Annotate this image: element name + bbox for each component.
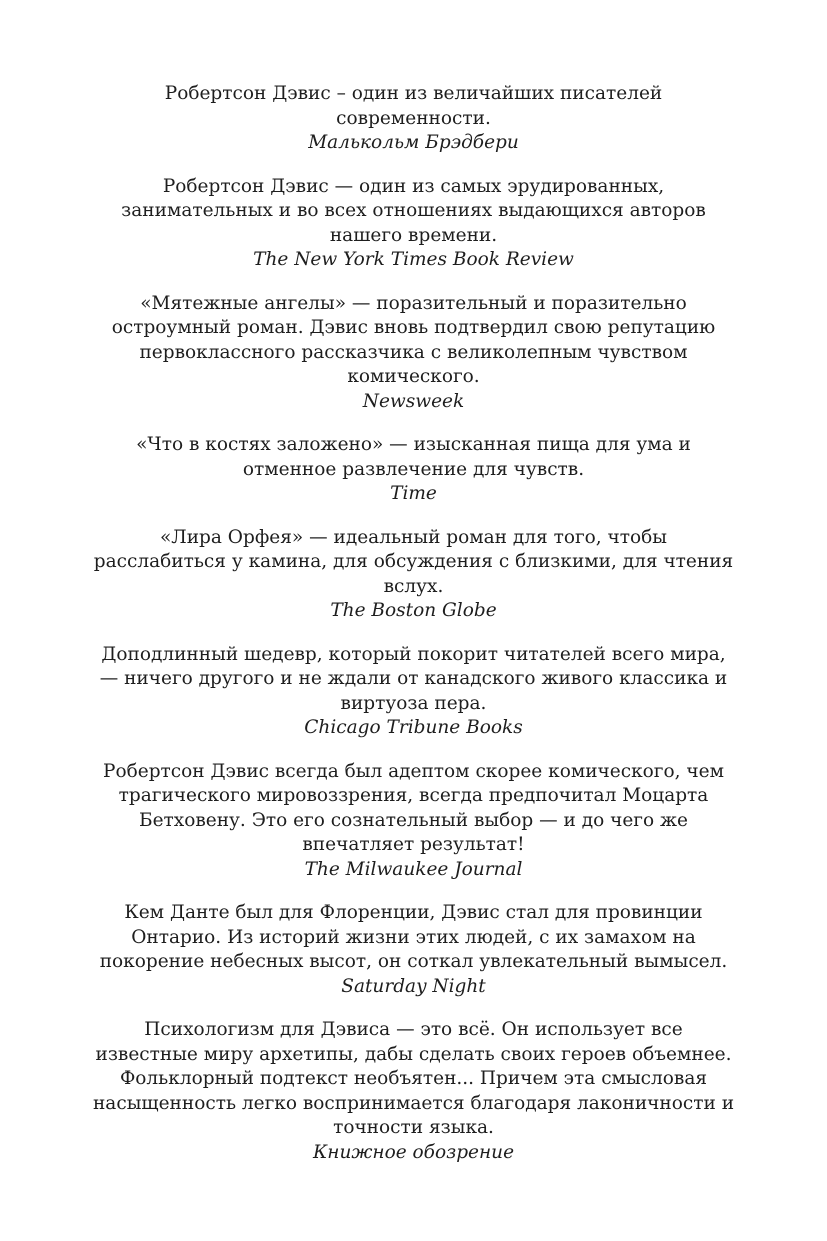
review-source: The New York Times Book Review bbox=[253, 249, 574, 270]
review-block bbox=[91, 526, 736, 624]
review-quote: Робертсон Дэвис – один из величайших писателей современности. bbox=[164, 83, 663, 129]
review-block bbox=[91, 643, 736, 741]
reviews-column bbox=[91, 0, 736, 1165]
review-block bbox=[91, 433, 736, 507]
review-source: Книжное обозрение bbox=[312, 1141, 515, 1163]
review-block bbox=[91, 901, 736, 999]
review-block bbox=[91, 82, 736, 156]
review-quote: Доподлинный шедевр, который покорит читателей всего мира, — ничего другого и не ждали от канадского живого классика и виртуоза пера. bbox=[99, 643, 728, 714]
review-source: The Boston Globe bbox=[330, 600, 497, 621]
review-source: Time bbox=[390, 483, 437, 504]
review-quote: «Мятежные ангелы» — поразительный и поразительно остроумный роман. Дэвис вновь подтвердил свою репутацию первоклассного рассказчика с великолепным чувством комического. bbox=[111, 292, 716, 387]
review-quote: Робертсон Дэвис — один из самых эрудированных, занимательных и во всех отношениях выдающихся авторов нашего времени. bbox=[121, 175, 706, 246]
review-quote: Робертсон Дэвис всегда был адептом скорее комического, чем трагического мировоззрения, всегда предпочитал Моцарта Бетховену. Это его сознательный выбор — и до чего же впечатляет результат! bbox=[103, 760, 724, 855]
review-block bbox=[91, 292, 736, 415]
review-quote: Психологизм для Дэвиса — это всё. Он использует все известные миру архетипы, дабы сделать своих героев объемнее. Фольклорный подтекст необъятен... Причем эта смысловая насыщенность легко воспринимается благодаря лаконичности и точности языка. bbox=[92, 1019, 735, 1138]
review-source: Малькольм Брэдбери bbox=[308, 132, 519, 153]
review-quote: «Что в костях заложено» — изысканная пища для ума и отменное развлечение для чувств. bbox=[136, 434, 691, 480]
review-source: The Milwaukee Journal bbox=[304, 858, 523, 880]
review-quote: «Лира Орфея» — идеальный роман для того, чтобы расслабиться у камина, для обсуждения с близкими, для чтения вслух. bbox=[93, 526, 734, 597]
review-block bbox=[91, 760, 736, 883]
review-block bbox=[91, 1018, 736, 1165]
review-source: Chicago Tribune Books bbox=[304, 717, 523, 738]
review-source: Saturday Night bbox=[341, 975, 486, 997]
review-block bbox=[91, 175, 736, 273]
review-source: Newsweek bbox=[362, 390, 465, 412]
review-quote: Кем Данте был для Флоренции, Дэвис стал для провинции Онтарио. Из историй жизни этих людей, с их замахом на покорение небесных высот, он соткал увлекательный вымысел. bbox=[99, 902, 728, 972]
